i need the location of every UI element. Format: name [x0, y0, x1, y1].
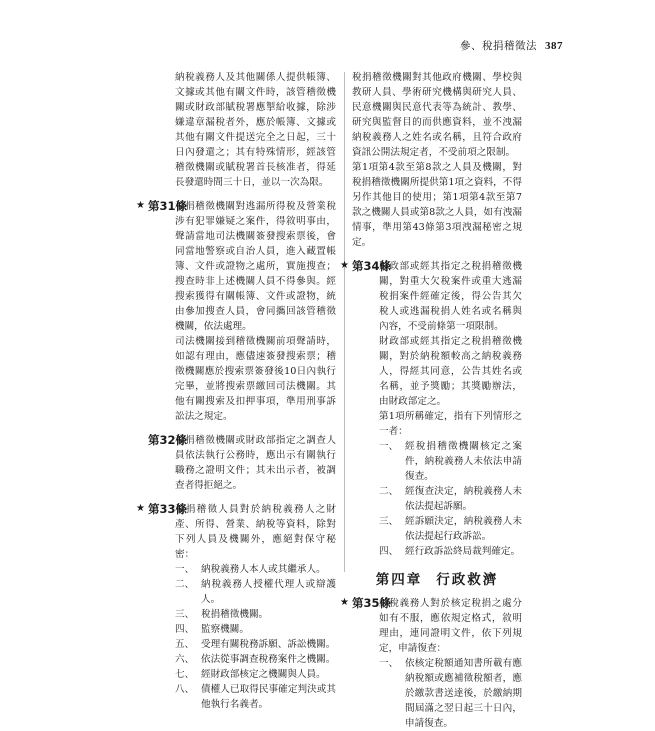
list-item: 二、 納稅義務人授權代理人或辯護人。 [175, 579, 336, 605]
article-31-text: 稅捐稽徵機關對逃漏所得稅及營業稅涉有犯罪嫌疑之案件，得敘明事由，聲請當地司法機關簽發搜索票後，會同當地警察或自治人員，進入藏置帳簿、文件或證物之處所，實施搜查；搜查時非上述機關人員不得參與。經搜索獲得有關帳簿、文件或證物，統由參加搜查人員，會同攜回該管稽徵機關，依法處理。 [175, 201, 336, 332]
list-item: 六、 依法從事調查稅務案件之機關。 [175, 654, 336, 665]
art30-continuation: 納稅義務人及其他關係人提供帳簿、文據或其他有關文件時，該管稽徵機關或財政部賦稅署應掣給收據，除涉嫌違章漏稅者外，應於帳簿、文據或其他有關文件提送完全之日起，三十日內發還之；其有特殊情形，經該管稽徵機關或賦稅署首長核准者，得延長發還時間三十日，並以一次為限。 [175, 72, 336, 188]
article-34-label: ★ 第34條 [340, 259, 392, 273]
article-34-para2: 財政部或經其指定之稅捐稽徵機關，對於納稅額較高之納稅義務人，得經其同意，公告其姓名或名稱，並予獎勵；其獎勵辦法，由財政部定之。 [379, 336, 522, 407]
star-icon: ★ [136, 200, 145, 211]
article-34-text: 財政部或經其指定之稅捐稽徵機關，對重大欠稅案件或重大逃漏稅捐案件經確定後，得公告其欠稅人或逃漏稅捐人姓名或名稱與內容，不受前條第一項限制。 [379, 261, 522, 332]
left-column [136, 70, 336, 712]
list-item: 八、 債權人已取得民事確定判決或其他執行名義者。 [175, 684, 336, 710]
art33-continuation: 稅捐稽徵機關對其他政府機關、學校與教研人員、學術研究機構與研究人員、民意機關與民意代表等為統計、教學、研究與監督目的而供應資料，並不洩漏納稅義務人之姓名或名稱，且符合政府資訊公開法規定者，不受前項之限制。 [352, 72, 522, 158]
article-34 [340, 259, 522, 334]
star-icon: ★ [340, 597, 349, 608]
article-34-para3: 第1項所稱確定，指有下列情形之一者： [379, 411, 522, 437]
article-35-label: ★ 第35條 [340, 596, 392, 610]
chapter-title: 行政救濟 [436, 572, 499, 588]
art33-continuation-2: 第1項第4款至第8款之人員及機關，對稅捐稽徵機關所提供第1項之資料，不得另作其他目的使用；第1項第4款至第7款之機關人員或第8款之人員，如有洩漏情事，準用第43條第3項洩漏秘密之規定。 [352, 162, 522, 248]
running-title: 參、稅捐稽徵法 [460, 40, 537, 52]
list-item: 四、 經行政訴訟終局裁判確定。 [379, 546, 521, 557]
article-35-list [379, 656, 522, 731]
list-item: 三、 經訴願決定，納稅義務人未依法提起行政訴訟。 [379, 516, 522, 542]
article-33-label: ★ 第33條 [136, 502, 188, 516]
article-35-text: 納稅義務人對於核定稅捐之處分如有不服，應依規定格式，敘明理由，連同證明文件，依下列規定，申請復查： [379, 598, 522, 654]
article-32-text: 稅捐稽徵機關或財政部指定之調查人員依法執行公務時，應出示有關執行職務之證明文件；其未出示者，被調查者得拒絕之。 [175, 435, 336, 491]
article-35 [340, 596, 522, 656]
right-column [340, 70, 522, 731]
article-32-label: 第32條 [148, 433, 188, 447]
list-item: 一、 依核定稅額通知書所載有應納稅額或應補徵稅額者，應於繳款書送達後，於繳納期間屆滿之翌日起三十日內，申請復查。 [379, 658, 522, 729]
list-item: 五、 受理有關稅務訴願、訴訟機關。 [175, 639, 336, 650]
list-item: 二、 經復查決定，納稅義務人未依法提起訴願。 [379, 486, 522, 512]
article-32 [148, 433, 336, 493]
article-33 [136, 502, 336, 562]
list-item: 一、 納稅義務人本人或其繼承人。 [175, 564, 326, 575]
article-34-list [379, 439, 522, 559]
list-item: 三、 稅捐稽徵機關。 [175, 609, 269, 620]
article-31 [136, 199, 336, 334]
article-33-text: 稅捐稽徵人員對於納稅義務人之財產、所得、營業、納稅等資料，除對下列人員及機關外，應絕對保守秘密： [175, 504, 336, 560]
star-icon: ★ [136, 503, 145, 514]
column-divider [344, 72, 345, 572]
article-31-label: ★ 第31條 [136, 199, 188, 213]
chapter-number: 第四章 [375, 572, 423, 588]
page-header [460, 38, 563, 53]
star-icon: ★ [340, 260, 349, 271]
list-item: 七、 經財政部核定之機關與人員。 [175, 669, 326, 680]
article-33-list [175, 562, 336, 712]
list-item: 四、 監察機關。 [175, 624, 249, 635]
list-item: 一、 經稅捐稽徵機關核定之案件，納稅義務人未依法申請復查。 [379, 441, 522, 482]
chapter-heading [352, 573, 522, 588]
page-number: 387 [545, 40, 563, 52]
article-31-para2: 司法機關接到稽徵機關前項聲請時，如認有理由，應儘速簽發搜索票；稽徵機關應於搜索票簽發後10日內執行完畢，並將搜索票繳回司法機關。其他有關搜索及扣押事項，準用刑事訴訟法之規定。 [175, 336, 336, 422]
